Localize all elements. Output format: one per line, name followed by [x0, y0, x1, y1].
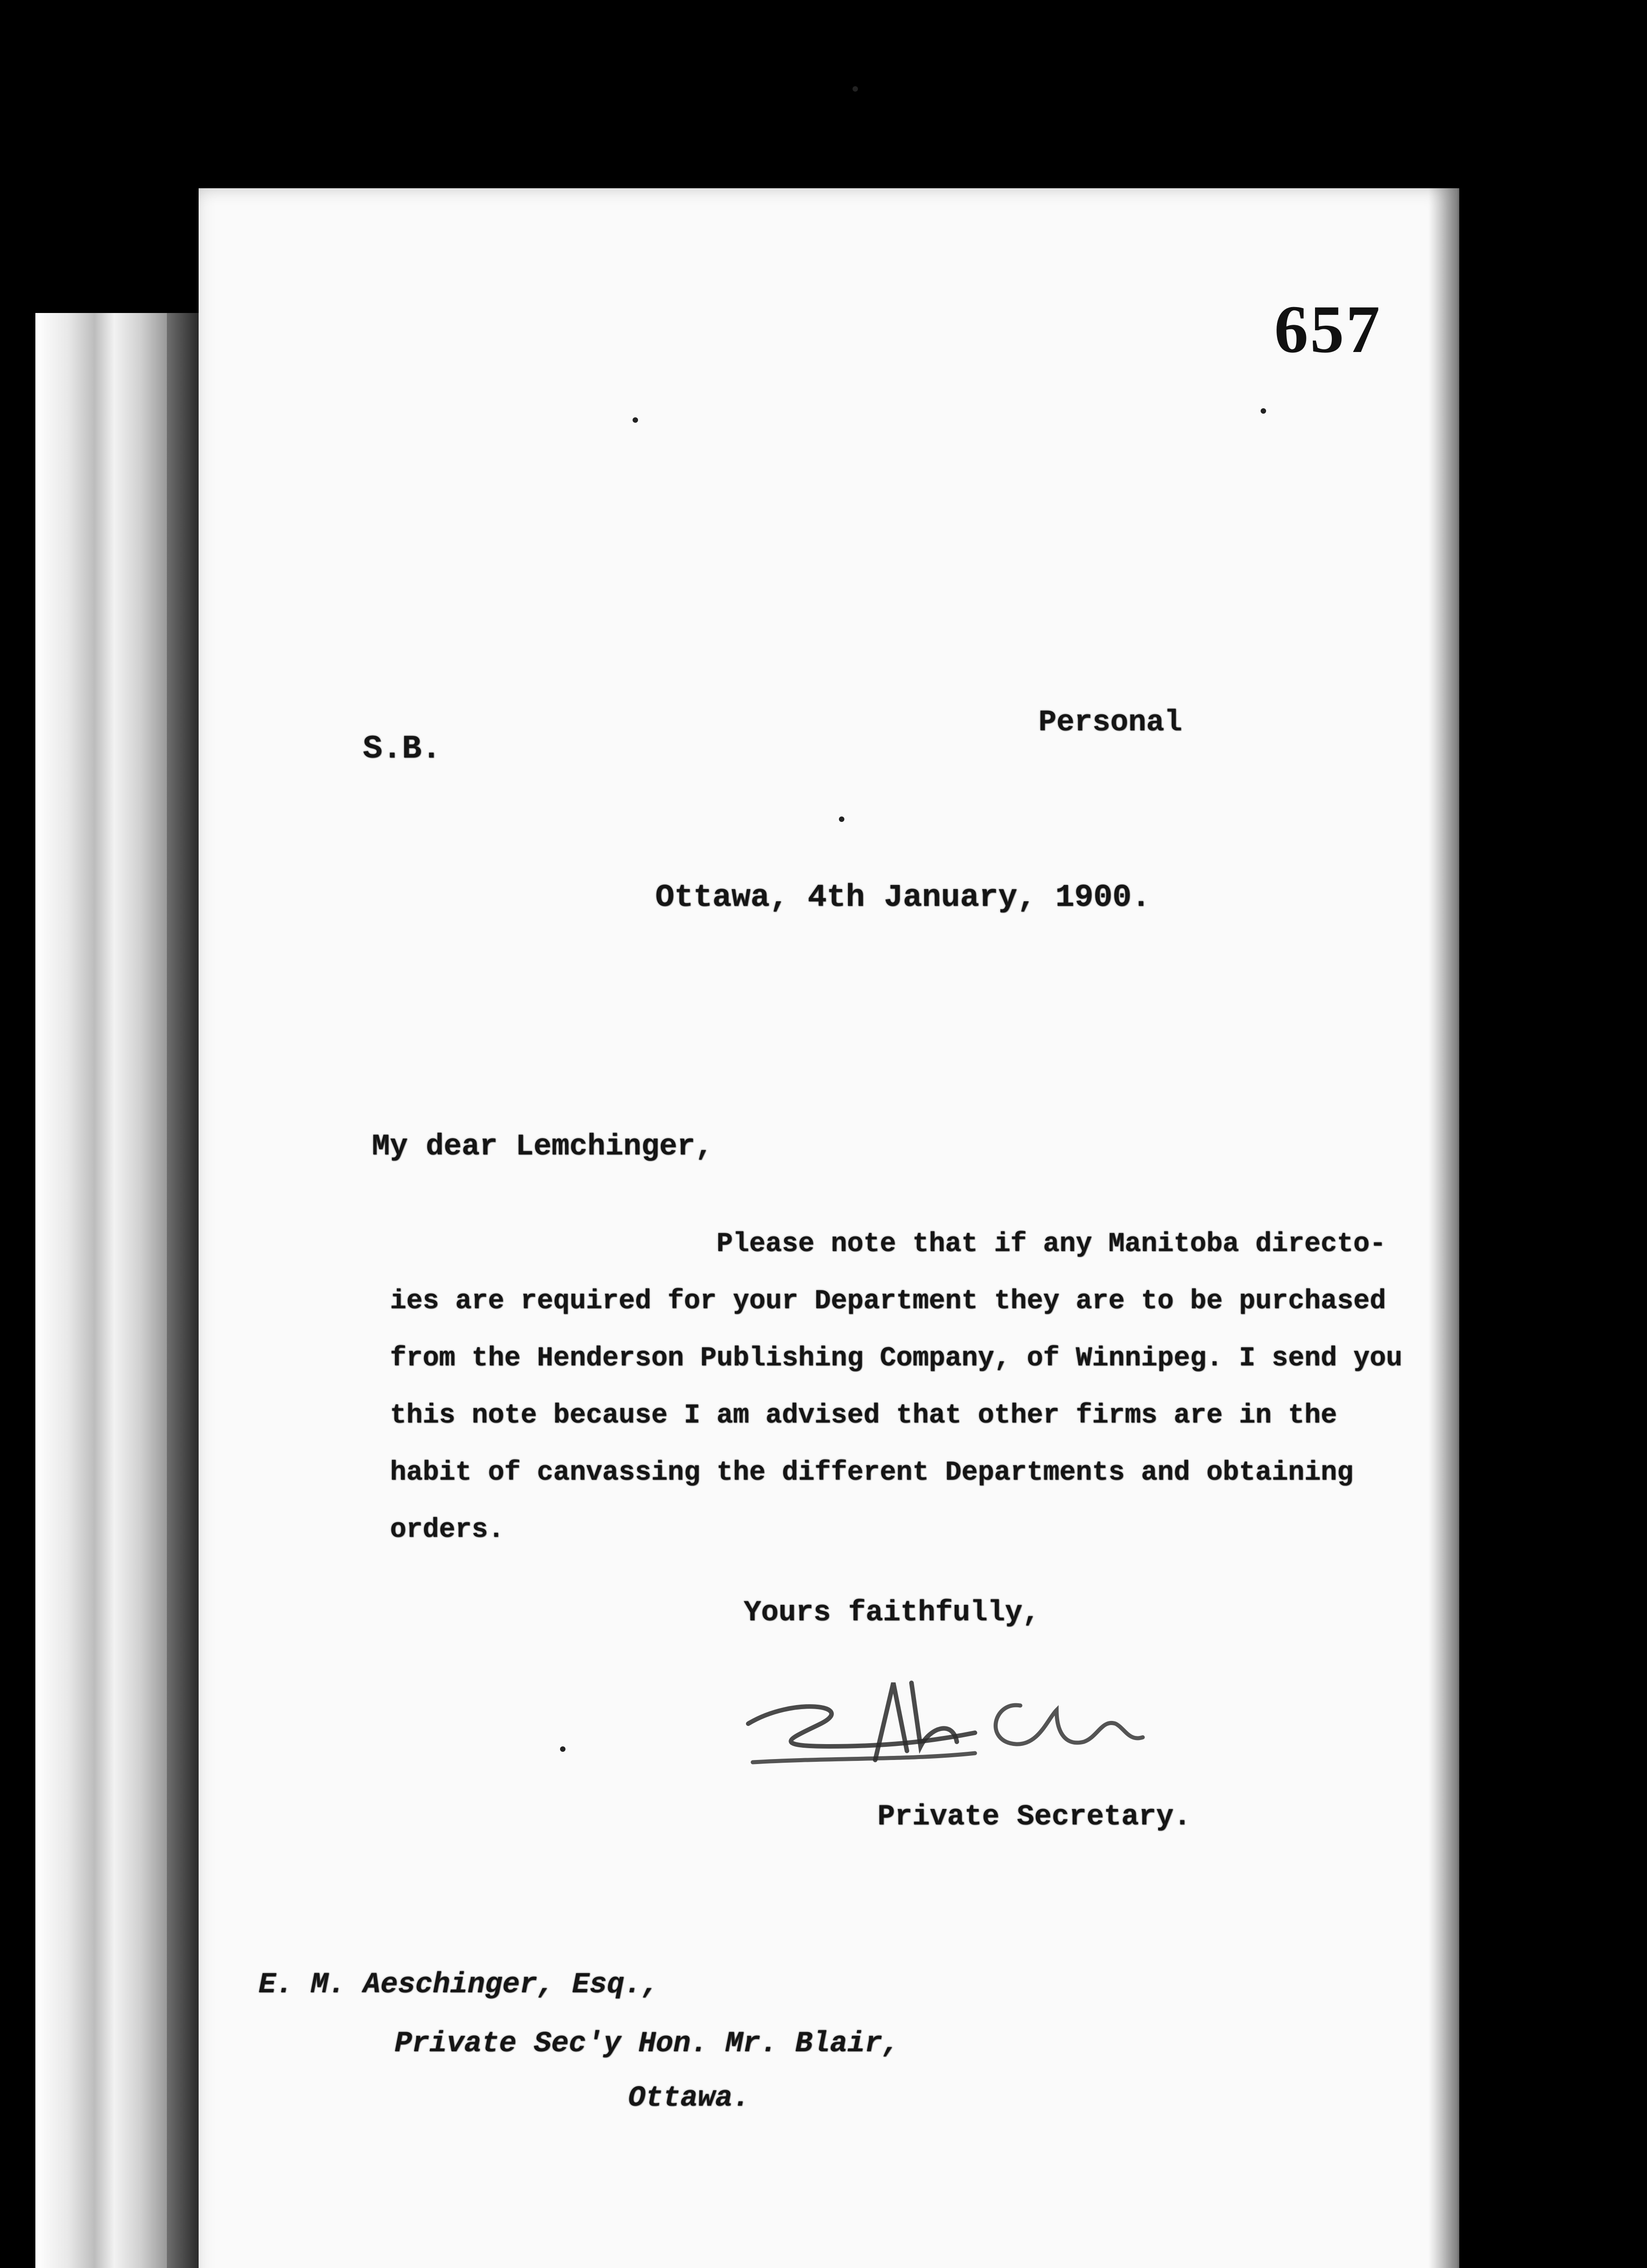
binding-edge [167, 313, 199, 2268]
dust-speck [560, 1746, 565, 1752]
dust-speck [853, 86, 858, 92]
page-edge-shadow [1428, 188, 1469, 2268]
closing: Yours faithfully, [744, 1597, 1040, 1629]
addressee-line: E. M. Aeschinger, Esq., [258, 1969, 659, 2001]
reference-mark: S.B. [363, 730, 441, 767]
folio-number: 657 [1274, 292, 1382, 367]
binding-strip [35, 313, 167, 2268]
body-line: Please note that if any Manitoba directo- [716, 1229, 1386, 1260]
dust-speck [633, 417, 638, 423]
salutation: My dear Lemchinger, [372, 1129, 713, 1163]
body-line: orders. [390, 1515, 505, 1545]
body-line: this note because I am advised that other firms are in the [390, 1400, 1337, 1431]
dust-speck [1261, 408, 1266, 414]
addressee-line: Private Sec'y Hon. Mr. Blair, [395, 2028, 900, 2060]
body-line: ies are required for your Department they are to be purchased [390, 1286, 1386, 1317]
body-line: from the Henderson Publishing Company, of Winnipeg. I send you [390, 1343, 1403, 1374]
body-line: habit of canvassing the different Departments and obtaining [390, 1457, 1354, 1488]
addressee-line: Ottawa. [628, 2082, 750, 2115]
dateline: Ottawa, 4th January, 1900. [655, 880, 1151, 916]
personal-marking: Personal [1038, 705, 1182, 739]
letter-body [390, 1216, 1403, 1559]
handwritten-signature [739, 1656, 1170, 1801]
dust-speck [839, 816, 844, 822]
signature-title: Private Secretary. [877, 1801, 1191, 1833]
